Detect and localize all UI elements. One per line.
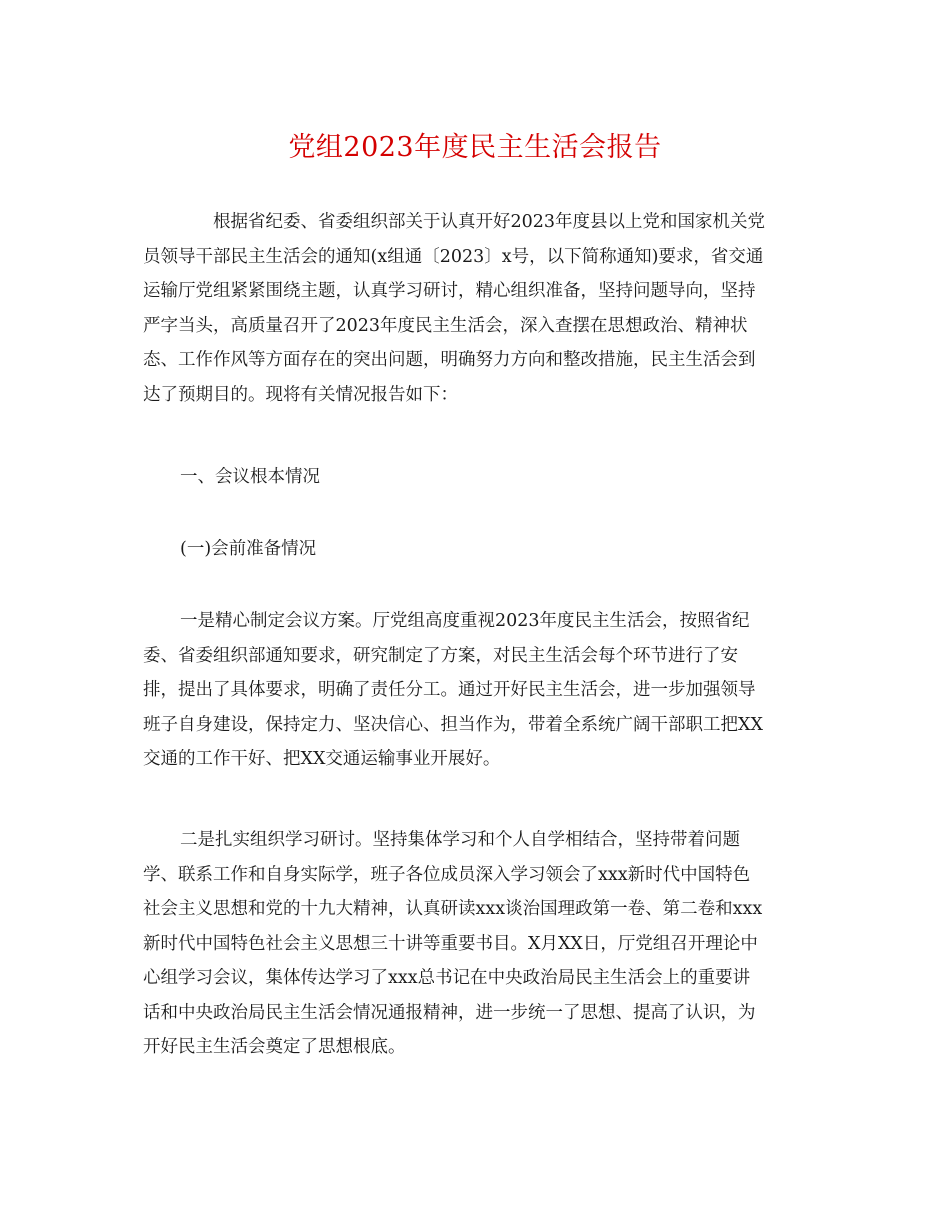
paragraph-line: 二是扎实组织学习研讨。坚持集体学习和个人自学相结合，坚持带着问题 xyxy=(180,830,740,850)
paragraph-line: 开好民主生活会奠定了思想根底。 xyxy=(143,1037,406,1057)
paragraph-study xyxy=(143,823,807,1065)
paragraph-line: 话和中央政治局民主生活会情况通报精神，进一步统一了思想、提高了认识，为 xyxy=(143,1002,756,1023)
paragraph-line: 心组学习会议，集体传达学习了xxx总书记在中央政治局民主生活会上的重要讲 xyxy=(143,968,751,988)
intro-line: 根据省纪委、省委组织部关于认真开好2023年度县以上党和国家机关党 xyxy=(213,212,766,232)
intro-line: 态、工作作风等方面存在的突出问题，明确努力方向和整改措施，民主生活会到 xyxy=(143,350,756,370)
intro-line: 运输厅党组紧紧围绕主题，认真学习研讨，精心组织准备，坚持问题导向，坚持 xyxy=(143,281,756,301)
paragraph-line: 排，提出了具体要求，明确了责任分工。通过开好民主生活会，进一步加强领导 xyxy=(143,680,756,700)
paragraph-line: 学、联系工作和自身实际学，班子各位成员深入学习领会了xxx新时代中国特色 xyxy=(143,864,751,885)
paragraph-line: 一是精心制定会议方案。厅党组高度重视2023年度民主生活会，按照省纪 xyxy=(180,611,750,631)
paragraph-line: 社会主义思想和党的十九大精神，认真研读xxx谈治国理政第一卷、第二卷和xxx xyxy=(143,899,763,919)
document-title: 党组2023年度民主生活会报告 xyxy=(288,132,662,163)
intro-line: 员领导干部民主生活会的通知(x组通〔2023〕x号，以下简称通知)要求，省交通 xyxy=(143,246,764,267)
paragraph-line: 委、省委组织部通知要求，研究制定了方案，对民主生活会每个环节进行了安 xyxy=(143,645,738,666)
intro-line: 达了预期目的。现将有关情况报告如下： xyxy=(143,384,458,405)
intro-paragraph xyxy=(143,205,807,412)
paragraph-line: 新时代中国特色社会主义思想三十讲等重要书目。X月XX日，厅党组召开理论中 xyxy=(143,933,758,954)
intro-line: 严字当头，高质量召开了2023年度民主生活会，深入查摆在思想政治、精神状 xyxy=(143,315,748,336)
subsection-heading: (一)会前准备情况 xyxy=(180,539,317,559)
paragraph-line: 班子自身建设，保持定力、坚决信心、担当作为，带着全系统广阔干部职工把XX xyxy=(143,714,763,735)
paragraph-line: 交通的工作干好、把XX交通运输事业开展好。 xyxy=(143,749,501,769)
paragraph-plan xyxy=(143,604,807,777)
section-heading: 一、会议根本情况 xyxy=(180,467,320,487)
